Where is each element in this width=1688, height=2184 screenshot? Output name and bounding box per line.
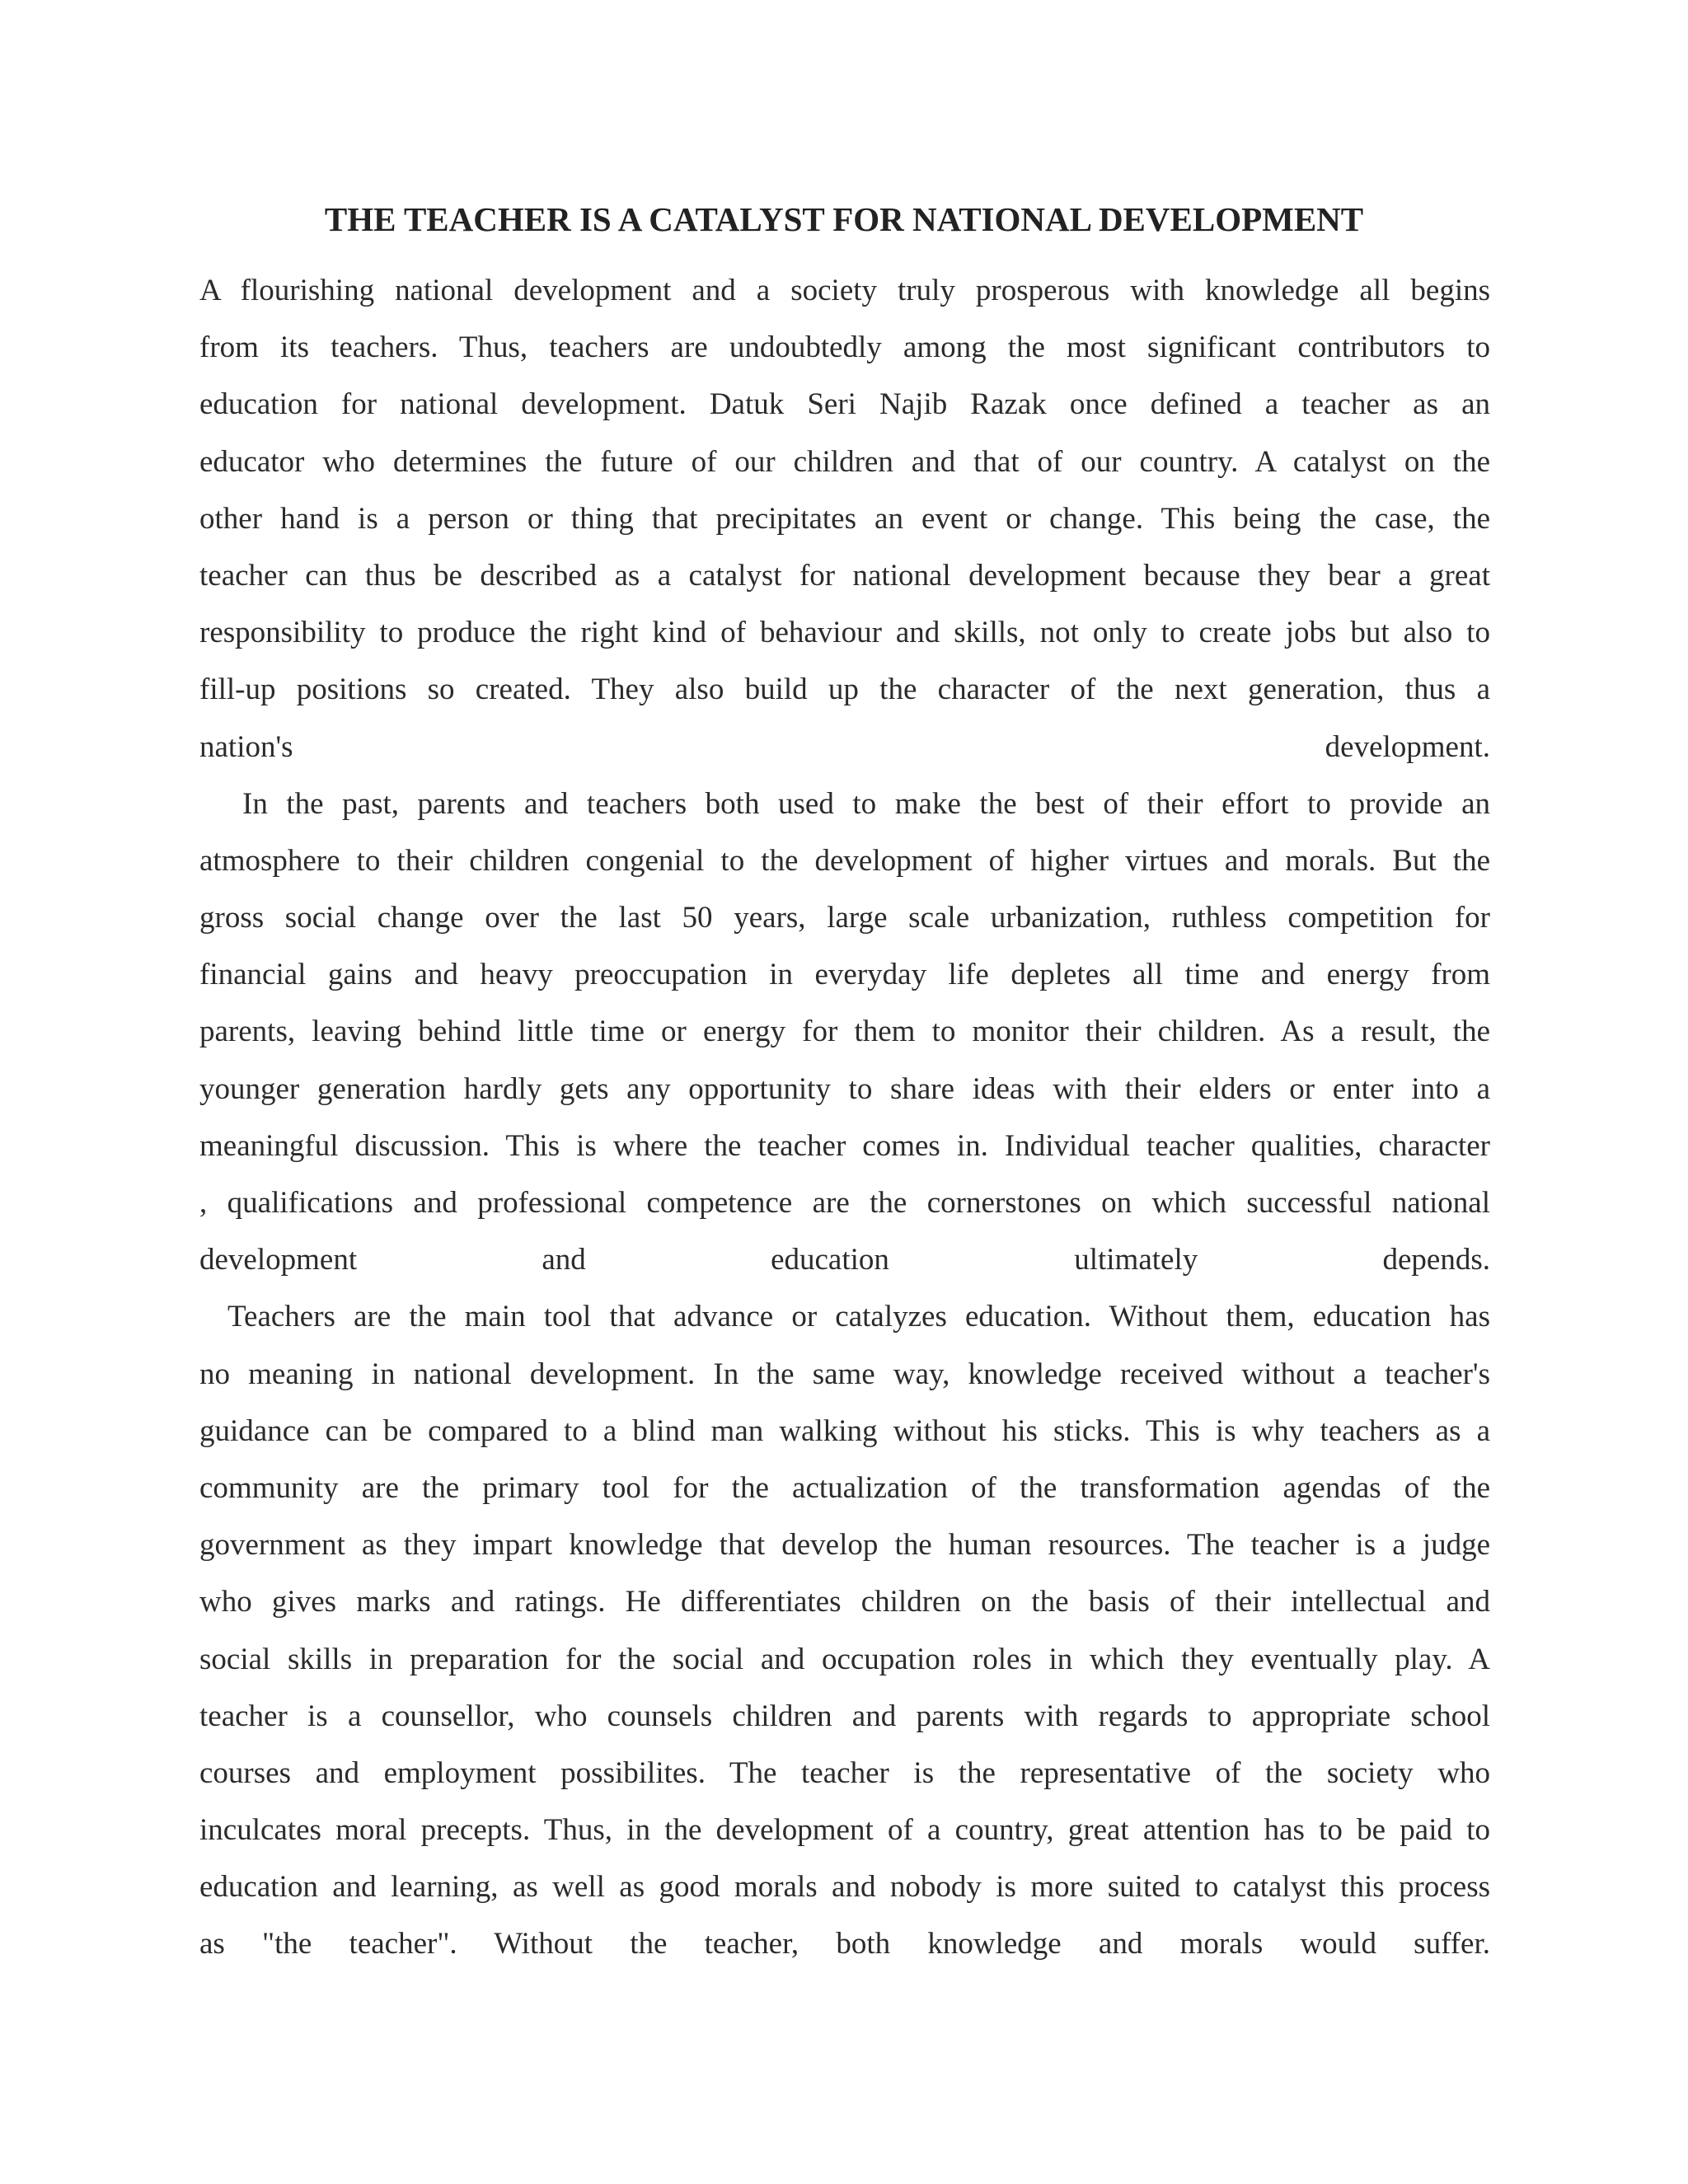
document-body — [199, 262, 1490, 1973]
text-line: Teachers are the main tool that advance or catalyzes education. Without them, education has — [227, 1300, 1490, 1334]
text-line: from its teachers. Thus, teachers are undoubtedly among the most significant contributors to — [199, 330, 1490, 365]
text-line: younger generation hardly gets any opportunity to share ideas with their elders or enter into a — [199, 1071, 1490, 1106]
text-line: parents, leaving behind little time or energy for them to monitor their children. As a result, the — [199, 1015, 1490, 1049]
document-title: THE TEACHER IS A CATALYST FOR NATIONAL DEVELOPMENT — [324, 200, 1364, 238]
text-line: no meaning in national development. In the same way, knowledge received without a teacher's — [199, 1357, 1490, 1391]
text-line: responsibility to produce the right kind of behaviour and skills, not only to create jobs but also to — [199, 616, 1490, 650]
text-line: who gives marks and ratings. He differentiates children on the basis of their intellectual and — [199, 1585, 1490, 1619]
text-line: In the past, parents and teachers both used to make the best of their effort to provide an — [242, 786, 1490, 821]
text-line: government as they impart knowledge that develop the human resources. The teacher is a judge — [199, 1528, 1490, 1563]
text-line: atmosphere to their children congenial to the development of higher virtues and morals. But the — [199, 843, 1490, 878]
text-line: development and education ultimately depends. — [199, 1243, 1490, 1277]
text-line: teacher can thus be described as a catalyst for national development because they bear a great — [199, 558, 1490, 593]
text-line: meaningful discussion. This is where the teacher comes in. Individual teacher qualities, character — [199, 1128, 1490, 1163]
text-line: gross social change over the last 50 years, large scale urbanization, ruthless competition for — [199, 901, 1490, 935]
text-line: other hand is a person or thing that precipitates an event or change. This being the case, the — [199, 501, 1490, 536]
text-line: teacher is a counsellor, who counsels children and parents with regards to appropriate school — [199, 1699, 1490, 1733]
text-line: nation's development. — [199, 729, 1490, 764]
text-line: courses and employment possibilites. The teacher is the representative of the society who — [199, 1755, 1490, 1790]
text-line: , qualifications and professional competence are the cornerstones on which successful national — [199, 1186, 1490, 1220]
text-line: inculcates moral precepts. Thus, in the development of a country, great attention has to be paid to — [199, 1813, 1490, 1848]
text-line: fill-up positions so created. They also build up the character of the next generation, thus a — [199, 673, 1490, 707]
text-line: A flourishing national development and a society truly prosperous with knowledge all begins — [199, 274, 1490, 307]
text-line: guidance can be compared to a blind man walking without his sticks. This is why teachers as a — [199, 1413, 1490, 1448]
text-line: social skills in preparation for the social and occupation roles in which they eventually play. A — [199, 1642, 1490, 1676]
text-line: as "the teacher". Without the teacher, both knowledge and morals would suffer. — [199, 1927, 1490, 1961]
text-line: community are the primary tool for the actualization of the transformation agendas of the — [199, 1470, 1490, 1505]
text-line: educator who determines the future of our children and that of our country. A catalyst on the — [199, 444, 1490, 479]
text-line: education and learning, as well as good morals and nobody is more suited to catalyst this process — [199, 1870, 1490, 1905]
text-line: financial gains and heavy preoccupation in everyday life depletes all time and energy from — [199, 958, 1490, 992]
text-line: education for national development. Datuk Seri Najib Razak once defined a teacher as an — [199, 387, 1490, 422]
